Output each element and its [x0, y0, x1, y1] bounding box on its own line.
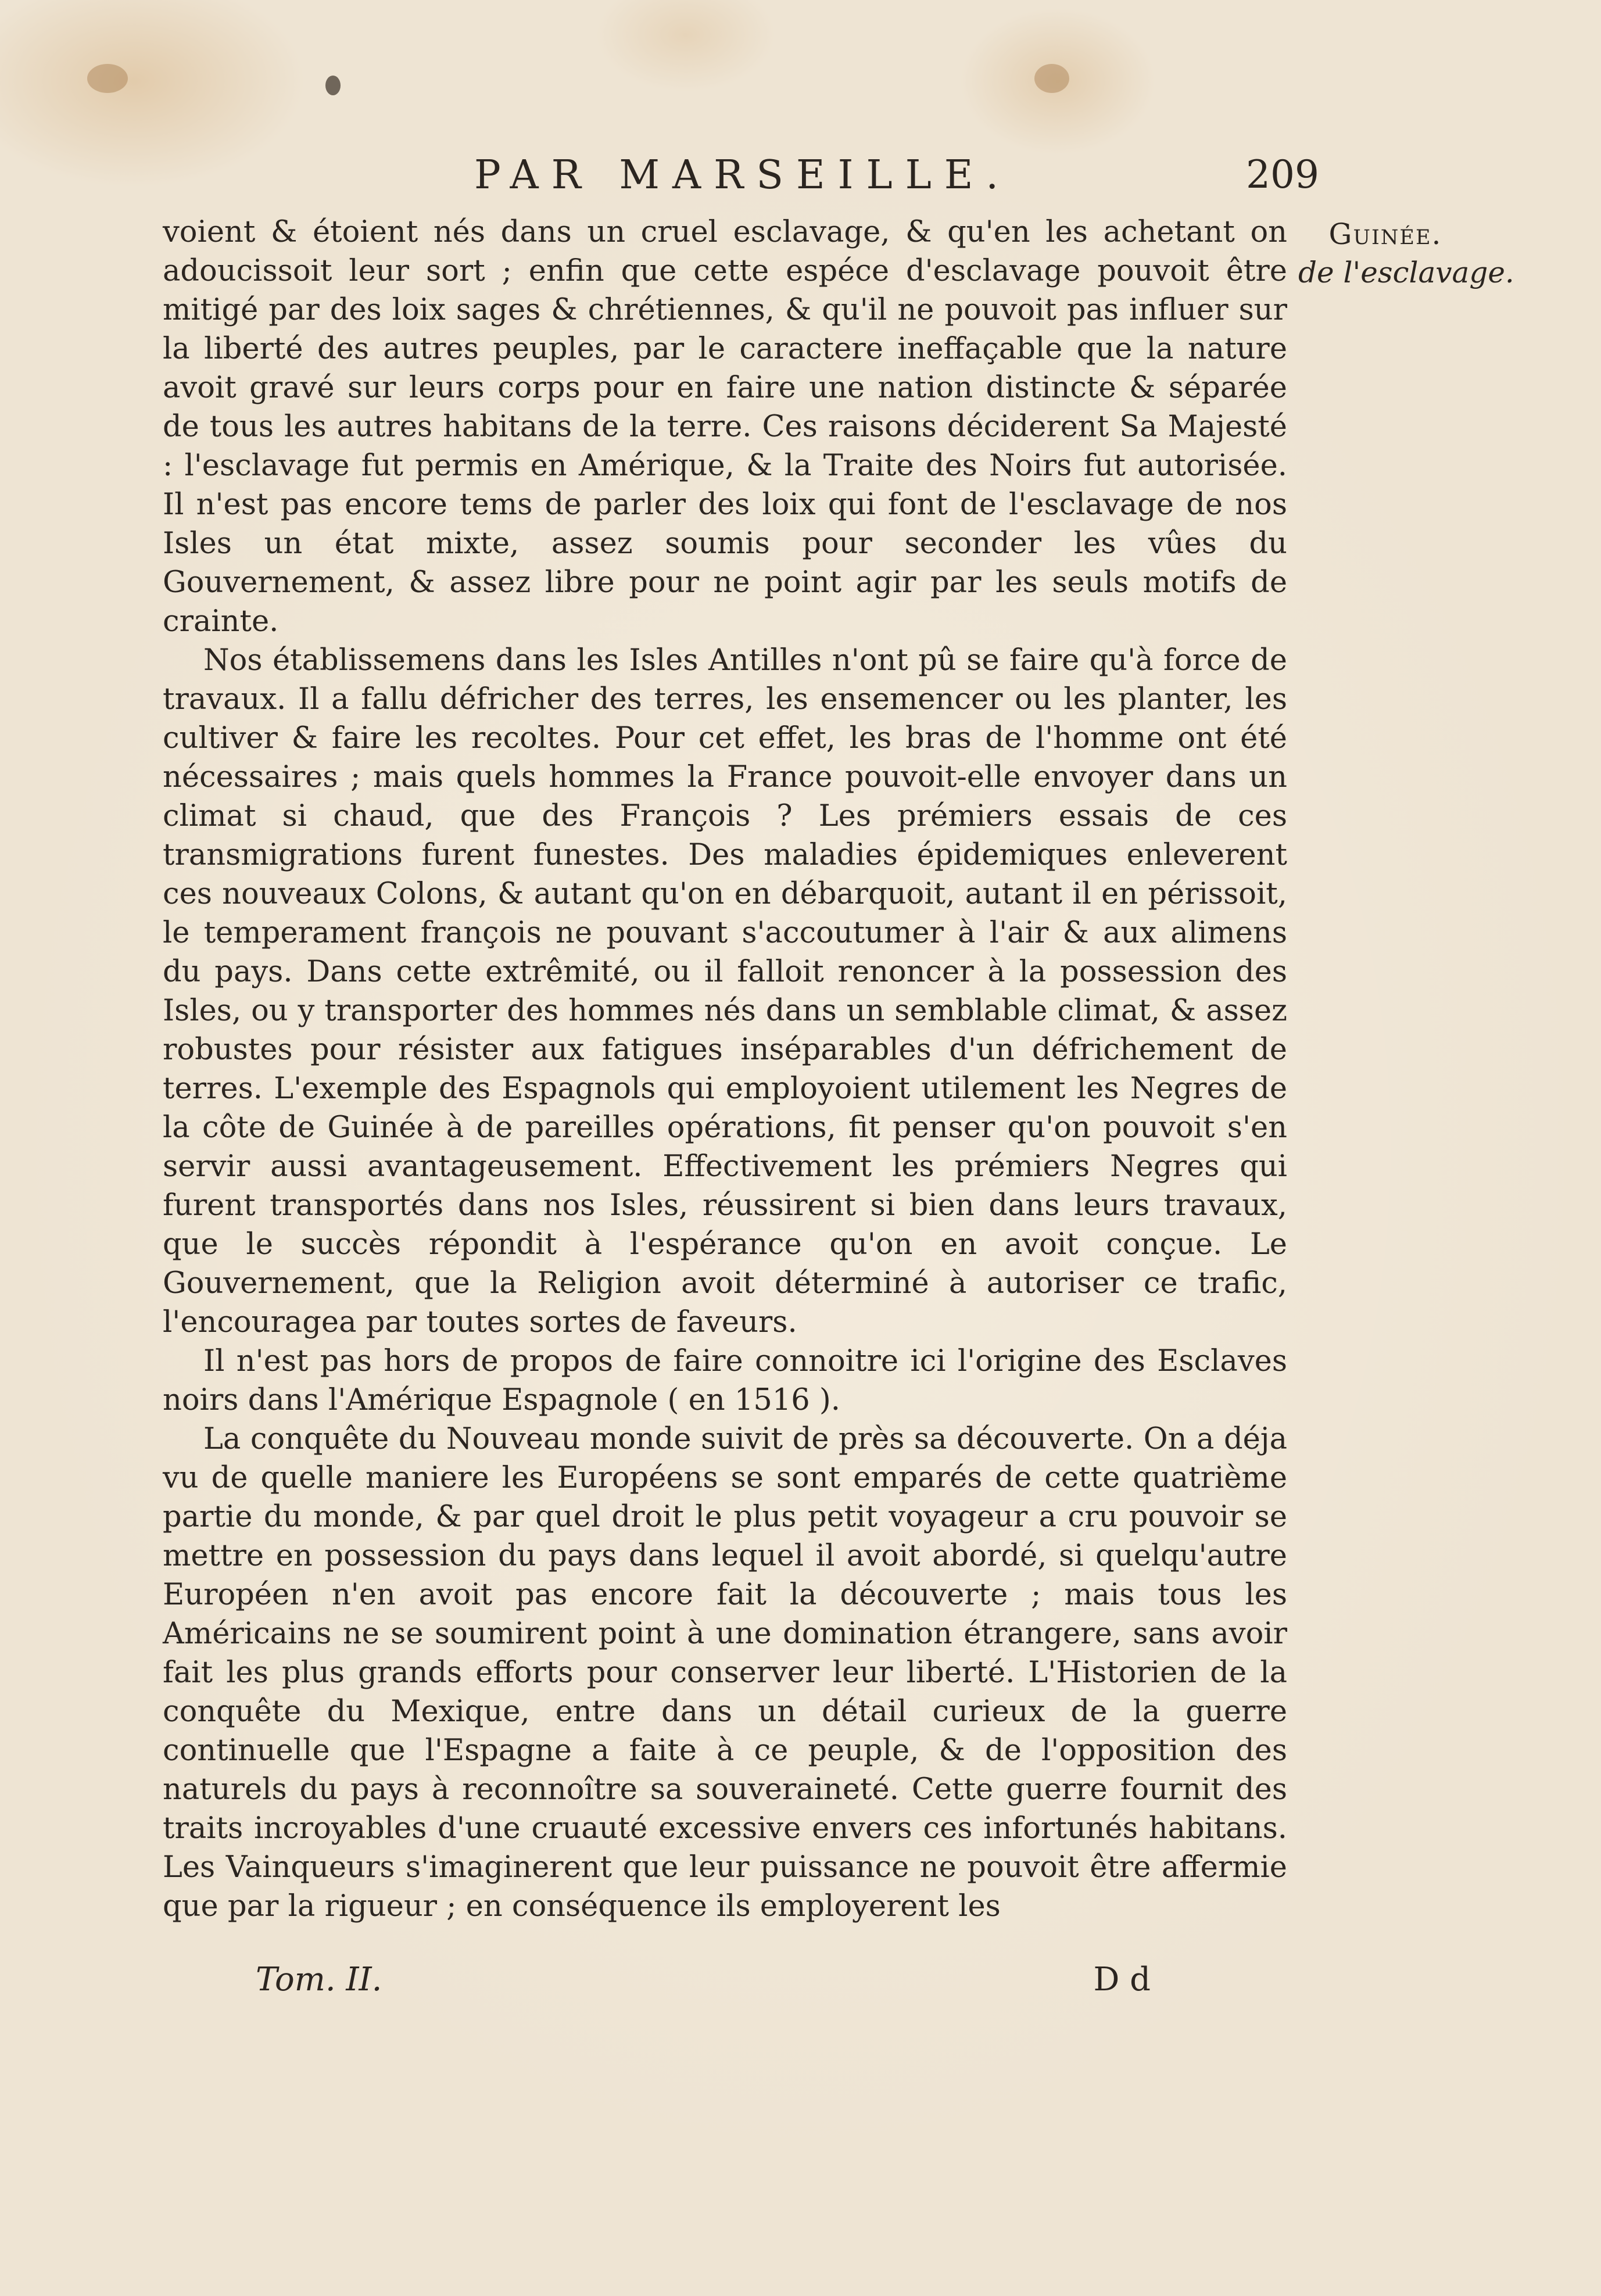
volume-mark: Tom. II.	[256, 1961, 382, 1998]
foxing-stain	[325, 76, 341, 95]
paragraph: La conquête du Nouveau monde suivit de près sa découverte. On a déja vu de quelle maniere les Européens se sont emparés de cette quatrième partie du monde, & par quel droit le plus petit voyageur a cru pouvoir se mettre en possession du pays dans lequel il avoit abordé, si quelqu'autre Européen n'en avoit pas encore fait la découverte ; mais tous les Américains ne se soumirent point à une domination étrangere, sans avoir fait les plus grands efforts pour conserver leur liberté. L'Historien de la conquête du Mexique, entre dans un détail curieux de la guerre continuelle que l'Espagne a faite à ce peuple, & de l'opposition des naturels du pays à reconnoître sa souveraineté. Cette guerre fournit des traits incroyables d'une cruauté excessive envers ces infortunés habitans. Les Vainqueurs s'imaginerent que leur puissance ne pouvoit être affermie que par la rigueur ; en conséquence ils employerent les	[163, 1422, 1287, 1924]
margin-note	[1298, 215, 1514, 292]
page-header	[474, 152, 1319, 205]
margin-note-place: Guinée.	[1328, 217, 1442, 251]
paragraph: Il n'est pas hors de propos de faire connoitre ici l'origine des Esclaves noirs dans l'Amérique Espagnole ( en 1516 ).	[163, 1344, 1287, 1417]
paragraph-continued: voient & étoient nés dans un cruel esclavage, & qu'en les achetant on adoucissoit leur sort ; enfin que cette espéce d'esclavage pouvoit être mitigé par des loix sages & chrétiennes, & qu'il ne pouvoit pas influer sur la liberté des autres peuples, par le caractere ineffaçable que la nature avoit gravé sur leurs corps pour en faire une nation distincte & séparée de tous les autres habitans de la terre. Ces raisons déciderent Sa Majesté : l'esclavage fut permis en Amérique, & la Traite des Noirs fut autorisée. Il n'est pas encore tems de parler des loix qui font de l'esclavage de nos Isles un état mixte, assez soumis pour seconder les vûes du Gouvernement, & assez libre pour ne point agir par les seuls motifs de crainte.	[163, 215, 1287, 639]
page-number: 209	[1246, 152, 1319, 197]
foxing-stain	[87, 64, 128, 93]
foxing-stain	[1034, 64, 1069, 93]
body-text	[163, 213, 1287, 1926]
signature-mark: D d	[1093, 1961, 1151, 1998]
margin-note-topic: de l'esclavage.	[1298, 256, 1514, 289]
running-title: PAR MARSEILLE.	[474, 152, 1012, 198]
paragraph: Nos établissemens dans les Isles Antilles n'ont pû se faire qu'à force de travaux. Il a fallu défricher des terres, les ensemencer ou les planter, les cultiver & faire les recoltes. Pour cet effet, les bras de l'homme ont été nécessaires ; mais quels hommes la France pouvoit-elle envoyer dans un climat si chaud, que des François ? Les prémiers essais de ces transmigrations furent funestes. Des maladies épidemiques enleverent ces nouveaux Colons, & autant qu'on en débarquoit, autant il en périssoit, le temperament françois ne pouvant s'accoutumer à l'air & aux alimens du pays. Dans cette extrêmité, ou il falloit renoncer à la possession des Isles, ou y transporter des hommes nés dans un semblable climat, & assez robustes pour résister aux fatigues inséparables d'un défrichement de terres. L'exemple des Espagnols qui employoient utilement les Negres de la côte de Guinée à de pareilles opérations, fit penser qu'on pouvoit s'en servir aussi avantageusement. Effectivement les prémiers Negres qui furent transportés dans nos Isles, réussirent si bien dans leurs travaux, que le succès répondit à l'espérance qu'on en avoit conçue. Le Gouvernement, que la Religion avoit déterminé à autoriser ce trafic, l'encouragea par toutes sortes de faveurs.	[163, 643, 1287, 1339]
page-footer	[256, 1961, 1151, 2001]
